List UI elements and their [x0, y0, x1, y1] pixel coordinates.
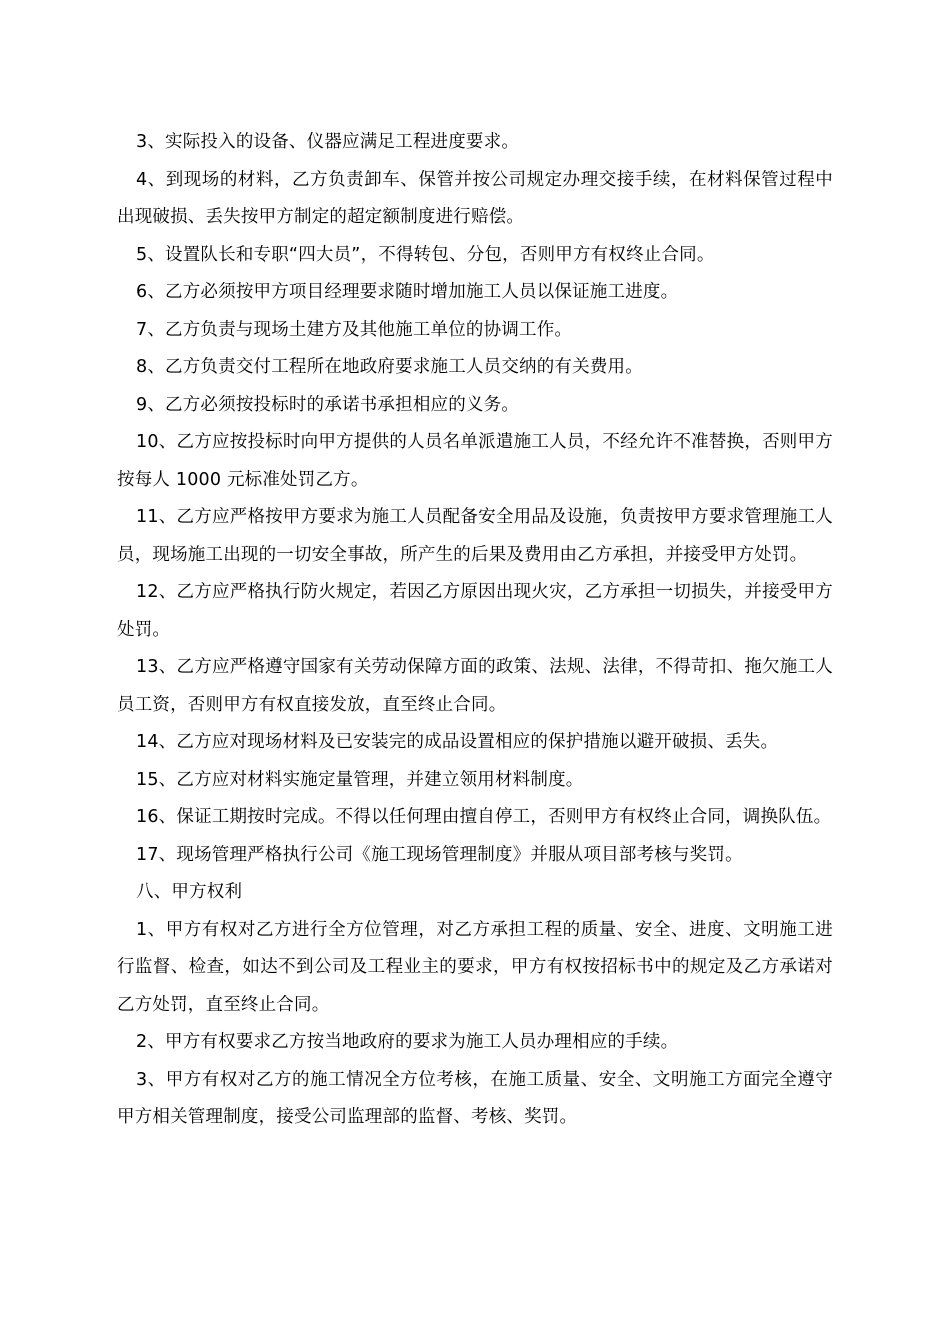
clause-7-14: 14、乙方应对现场材料及已安装完的成品设置相应的保护措施以避开破损、丢失。: [136, 732, 779, 752]
clause-7-15: 15、乙方应对材料实施定量管理，并建立领用材料制度。: [136, 769, 584, 790]
clause-7-9: 9、乙方必须按投标时的承诺书承担相应的义务。: [136, 394, 520, 415]
clause-7-6: 6、乙方必须按甲方项目经理要求随时增加施工人员以保证施工进度。: [136, 282, 679, 302]
clause-8-3: 3、甲方有权对乙方的施工情况全方位考核，在施工质量、安全、文明施工方面完全遵守甲方相关管理制度，接受公司监理部的监督、考核、奖罚。: [117, 1069, 833, 1127]
clause-7-4: 4、到现场的材料，乙方负责卸车、保管并按公司规定办理交接手续，在材料保管过程中出现破损、丢失按甲方制定的超定额制度进行赔偿。: [117, 169, 833, 227]
clause-7-11: 11、乙方应严格按甲方要求为施工人员配备安全用品及设施，负责按甲方要求管理施工人员，现场施工出现的一切安全事故，所产生的后果及费用由乙方承担，并接受甲方处罚。: [117, 507, 833, 565]
clause-7-16: 16、保证工期按时完成。不得以任何理由擅自停工，否则甲方有权终止合同，调换队伍。: [136, 807, 832, 827]
document-body: [117, 124, 833, 1137]
clause-7-17: 17、现场管理严格执行公司《施工现场管理制度》并服从项目部考核与奖罚。: [136, 844, 743, 865]
clause-7-10: 10、乙方应按投标时向甲方提供的人员名单派遣施工人员，不经允许不准替换，否则甲方按每人 1000 元标准处罚乙方。: [117, 432, 833, 490]
clause-8-2: 2、甲方有权要求乙方按当地政府的要求为施工人员办理相应的手续。: [136, 1032, 679, 1052]
section-heading-8: 八、甲方权利: [136, 882, 243, 902]
clause-7-13: 13、乙方应严格遵守国家有关劳动保障方面的政策、法规、法律，不得苛扣、拖欠施工人员工资，否则甲方有权直接发放，直至终止合同。: [117, 657, 833, 715]
clause-7-5: 5、设置队长和专职“四大员”，不得转包、分包，否则甲方有权终止合同。: [136, 244, 715, 265]
clause-7-12: 12、乙方应严格执行防火规定，若因乙方原因出现火灾，乙方承担一切损失，并接受甲方处罚。: [117, 582, 833, 640]
clause-7-3: 3、实际投入的设备、仪器应满足工程进度要求。: [136, 132, 520, 152]
clause-7-7: 7、乙方负责与现场土建方及其他施工单位的协调工作。: [136, 319, 573, 340]
clause-8-1: 1、甲方有权对乙方进行全方位管理，对乙方承担工程的质量、安全、进度、文明施工进行监督、检查，如达不到公司及工程业主的要求，甲方有权按招标书中的规定及乙方承诺对乙方处罚，直至终止合同。: [117, 919, 833, 1015]
clause-7-8: 8、乙方负责交付工程所在地政府要求施工人员交纳的有关费用。: [136, 357, 643, 377]
